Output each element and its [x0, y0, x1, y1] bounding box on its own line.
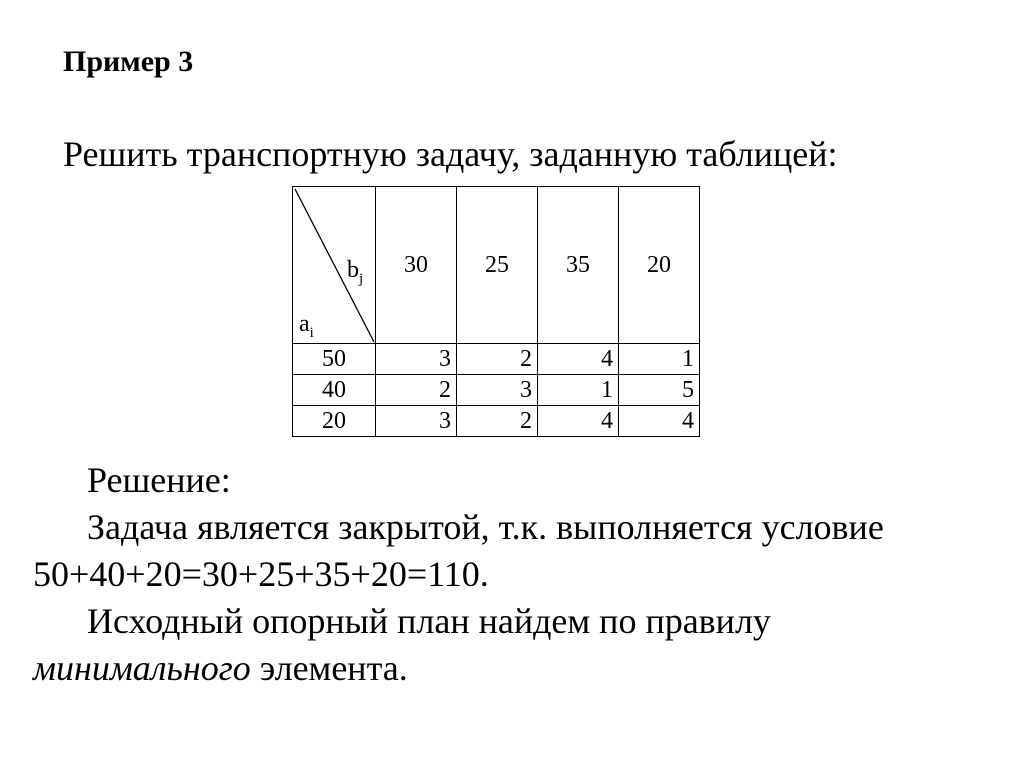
solution-heading: Решение:: [87, 460, 231, 500]
cost-cell: 4: [538, 406, 619, 437]
demand-cell: 20: [619, 187, 700, 344]
cost-cell: 2: [457, 406, 538, 437]
cost-cell: 3: [457, 375, 538, 406]
cost-cell: 4: [538, 344, 619, 375]
problem-statement: Решить транспортную задачу, заданную таблицей:: [63, 134, 838, 174]
solution-equation: 50+40+20=30+25+35+20=110.: [33, 554, 489, 594]
demand-cell: 25: [457, 187, 538, 344]
supply-cell: 40: [293, 375, 376, 406]
table-header-row: [293, 187, 700, 344]
cost-cell: 1: [619, 344, 700, 375]
cost-cell: 3: [376, 406, 457, 437]
cost-cell: 3: [376, 344, 457, 375]
solution-line-tail: элемента.: [250, 648, 408, 688]
solution-block: [33, 457, 884, 692]
supply-axis-label: $a_i$: [299, 311, 314, 341]
supply-cell: 50: [293, 344, 376, 375]
example-title: Пример 3: [63, 45, 194, 78]
transport-table: [292, 186, 700, 437]
cost-cell: 4: [619, 406, 700, 437]
demand-cell: 30: [376, 187, 457, 344]
table-row: [293, 375, 700, 406]
cost-cell: 2: [376, 375, 457, 406]
cost-cell: 2: [457, 344, 538, 375]
table-corner-cell: [293, 187, 376, 344]
emphasized-term: минимального: [33, 648, 251, 688]
table-row: [293, 406, 700, 437]
demand-cell: 35: [538, 187, 619, 344]
demand-axis-label: $b_j$: [347, 257, 364, 287]
cost-cell: 1: [538, 375, 619, 406]
solution-line: Задача является закрытой, т.к. выполняется условие: [87, 507, 884, 547]
solution-line: Исходный опорный план найдем по правилу: [87, 601, 771, 641]
supply-cell: 20: [293, 406, 376, 437]
solution-line: [33, 645, 884, 692]
table-row: [293, 344, 700, 375]
cost-cell: 5: [619, 375, 700, 406]
